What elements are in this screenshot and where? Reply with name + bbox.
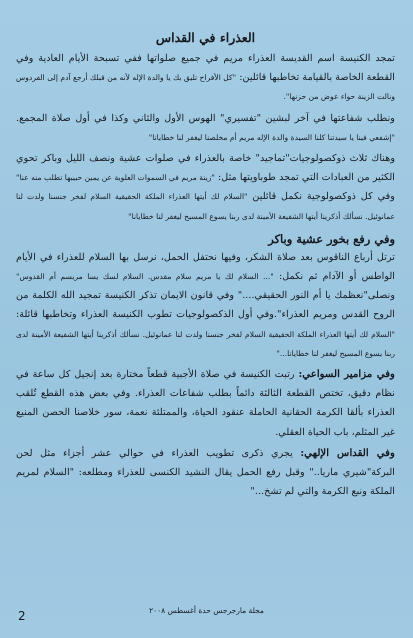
article-body	[16, 30, 395, 503]
paragraph-3-quote-2: "السلام لك أيتها العذراء الملكة الحقيقية السلام لفخر جنسنا ولدت لنا عمانوئيل. نسألك أذكرينا أيتها الشفيعة الأمينة لدى ربنا يسوع المسيح ليغفر لنا خطايانا"	[16, 192, 395, 221]
section-heading-vespers: وفي رفع بخور عشية وباكر	[268, 231, 395, 246]
inline-heading-hours: وفي مزامير السواعي:	[298, 368, 395, 381]
footer-journal: مجلة مارجرجس حدة أغسطس ٢٠٠٨	[149, 606, 264, 615]
paragraph-1-text: تمجد الكنيسة اسم القديسة العذراء مريم في جميع صلواتها ففي تسبحة الأيام العادية وفي القطعة الخاصة بالقيامة تخاطبها قائلين:	[16, 53, 395, 84]
inline-heading-liturgy: وفي القداس الإلهي:	[300, 446, 395, 459]
paragraph-5	[16, 365, 395, 442]
paragraph-6-text: يجري ذكرى تطويب العذراء في حوالي عشر أجزاء مثل لحن البركة"شيري ماريا.." وقبل رفع الحمل يقال النشيد الكنسى للعذراء ومطلعه:	[16, 447, 395, 479]
paragraph-4-text: ترتل أرباع الناقوس بعد صلاة الشكر، وفيها نحتفل الحمل، نرسل بها السلام للعذراء في الأيام الواطس أو الآدام ثم نكمل:	[16, 251, 395, 283]
paragraph-3-text: وهناك ثلاث ذوكصولوجيات"تماجيد" خاصة بالعذراء في صلوات عشية ونصف الليل وباكر تحوي الكثير من العبادات التي تمجد طوباويتها مثل:	[16, 153, 395, 184]
paragraph-4-text-2: ونصلى"نعظمك يا أم النور الحقيقي...." وفي قانون الايمان تذكر الكنيسة تمجيد الله الكلمة من الروح القدس ومريم العذراء".وفي أول الذكصولوجيات تطوب الكنيسة العذراء وتخاطبها قائلة:	[16, 290, 395, 321]
paragraph-2-text: ونطلب شفاعتها في آخر لبشين "تفسيري" الهوس الأول والثاني وكذا في أول صلاة المجمع.	[16, 112, 395, 124]
paragraph-3-quote-1: "زينة مريم في السموات العلوية عن يمين حبيبها تطلب منه عنا"	[16, 173, 215, 183]
article-title: العذراء في القداس	[155, 30, 256, 45]
paragraph-4-quote-1: "... السلام لك يا مريم سلام مقدس. السلام لسك يسا مريسم أم القدوس"	[16, 272, 274, 282]
paragraph-5-text: رتبت الكنيسة في صلاة الأجبية قطعاً مختارة بعد إنجيل كل ساعة في نظام دقيق، تختص القطعة الثالثة دائماً بطلب شفاعات العذراء. وفي بعض هذه القطع تُلقب العذراء بألقا الكرمة الحقانية الحاملة عنقود الحياة، والممتلئة نعمة، سور خلاصنا الحصن المنيع غير المثلم، باب الحياة العقلي.	[16, 369, 395, 438]
paragraph-2-quote: "إشفعي فينا يا سيدتنا كلنا السيدة والدة الإله مريم أم مخلصنا ليغفر لنا خطايانا"	[148, 132, 395, 142]
paragraph-6-quote: "السلام لمريم الملكة ونبع الكرمة والتي لم تشخ..."	[16, 467, 395, 498]
paragraph-1	[16, 49, 395, 107]
paragraph-2	[16, 109, 395, 147]
paragraph-1-quote: "كل الأفراح تليق بك يا والدة الإله لأنه من قبلك أرجع آدم إلى الفردوس ونالت الزينة حواء عوض من حزنها".	[16, 73, 395, 102]
paragraph-3	[16, 149, 395, 226]
paragraph-3-text-2: وفي كل ذوكصولوجية نكمل قائلين	[252, 191, 395, 203]
page-number: 2	[18, 609, 26, 623]
paragraph-6	[16, 444, 395, 502]
paragraph-4	[16, 248, 395, 363]
paragraph-4-quote-2: "السلام لك أيتها العذراء الملكة الحقيقية السلام لفخر جنسنا ولدت لنا عمانوئيل. نسألك أذكرينا أيتها الشفيعة الأمينة لدى ربنا يسوع المسيح ليغفر لنا خطايانا..."	[16, 329, 395, 358]
